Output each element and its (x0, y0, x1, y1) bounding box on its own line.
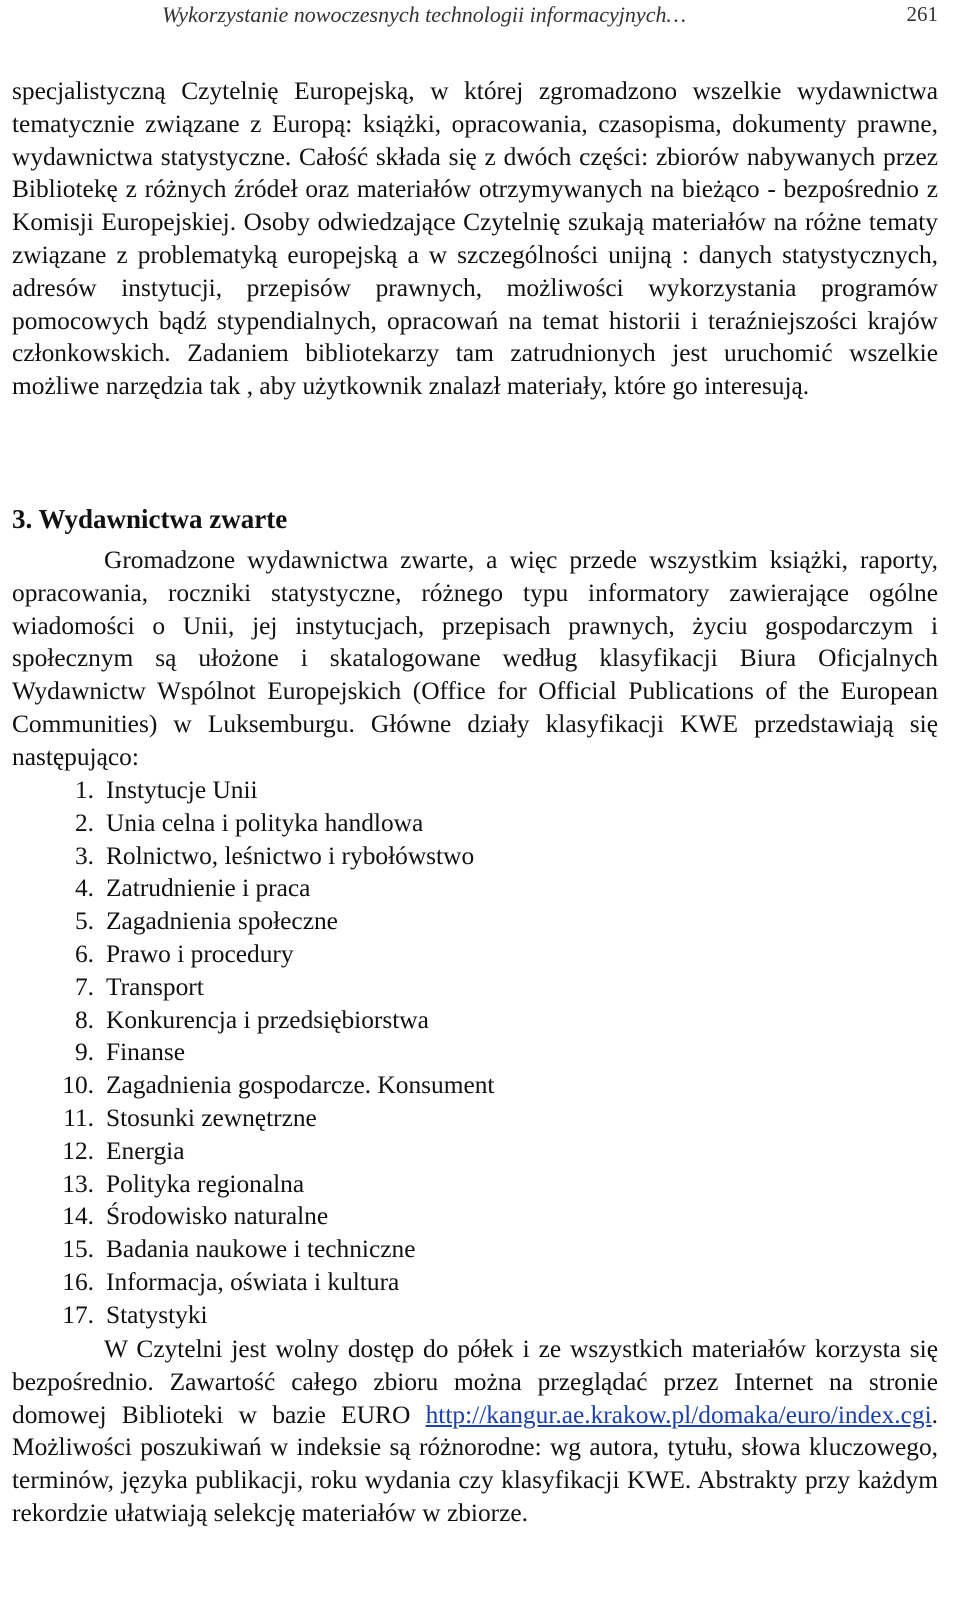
list-item (12, 1299, 938, 1332)
list-item (12, 774, 938, 807)
list-item-number: 6. (74, 939, 94, 968)
list-item (12, 1168, 938, 1201)
list-item (12, 1069, 938, 1102)
list-item (12, 905, 938, 938)
list-item (12, 807, 938, 840)
list-item-label: Statystyki (106, 1300, 208, 1329)
list-item (12, 1004, 938, 1037)
paragraph-dostep-text-1: W Czytelni jest wolny dostęp do półek i ze wszystkich materiałów korzysta się bezpośrednio. Zawartość całego zbioru można przeglądać przez Internet na stronie domowej Biblioteki w bazie EURO (12, 1335, 938, 1429)
list-item (12, 1102, 938, 1135)
list-item-label: Konkurencja i przedsiębiorstwa (106, 1005, 429, 1034)
list-item-number: 13. (62, 1169, 94, 1198)
section-heading: 3. Wydawnictwa zwarte (12, 504, 288, 534)
list-item-number: 5. (74, 907, 94, 936)
list-item (12, 1233, 938, 1266)
paragraph-czytelnia: specjalistyczną Czytelnię Europejską, w której zgromadzono wszelkie wydawnictwa tematycznie związane z Europą: książki, opracowania, czasopisma, dokumenty prawne, wydawnictwa statystyczne. Całość składa się z dwóch części: zbiorów nabywanych przez Bibliotekę z różnych źródeł oraz materiałów otrzymywanych na bieżąco - bezpośrednio z Komisji Europejskiej. Osoby odwiedzające Czytelnię szukają materiałów na różne tematy związane z problematyką europejską a w szczególności unijną : danych statystycznych, adresów instytucji, przepisów prawnych, możliwości wykorzystania programów pomocowych bądź stypendialnych, opracowań na temat historii i teraźniejszości krajów członkowskich. Zadaniem bibliotekarzy tam zatrudnionych jest uruchomić wszelkie możliwe narzędzia tak , aby użytkownik znalazł materiały, które go interesują. (12, 77, 938, 401)
list-item (12, 840, 938, 873)
list-item-label: Energia (106, 1136, 185, 1165)
classification-list (12, 774, 938, 1332)
list-item-number: 2. (74, 808, 94, 837)
list-item-label: Stosunki zewnętrzne (106, 1103, 317, 1132)
list-item-number: 16. (62, 1267, 94, 1296)
list-item-label: Polityka regionalna (106, 1169, 305, 1198)
running-title: Wykorzystanie nowoczesnych technologii informacyjnych… (162, 2, 687, 27)
list-item (12, 1200, 938, 1233)
paragraph-wydawnictwa (12, 544, 938, 774)
list-item-number: 10. (62, 1071, 94, 1100)
paragraph-dostep-text-2: . Możliwości poszukiwań w indeksie są różnorodne: wg autora, tytułu, słowa kluczowego, terminów, języka publikacji, roku wydania czy klasyfikacji KWE. Abstrakty przy każdym rekordzie ułatwiają selekcję materiałów w zbiorze. (12, 1400, 938, 1527)
list-item-number: 7. (74, 972, 94, 1001)
list-item-label: Środowisko naturalne (106, 1202, 329, 1231)
list-item-label: Rolnictwo, leśnictwo i rybołówstwo (106, 841, 475, 870)
list-item-label: Instytucje Unii (106, 776, 258, 804)
list-item-number: 14. (62, 1202, 94, 1231)
list-item-label: Zagadnienia społeczne (106, 907, 338, 936)
list-item (12, 971, 938, 1004)
list-item-label: Finanse (106, 1038, 185, 1067)
list-item-number: 15. (62, 1235, 94, 1264)
list-item (12, 1266, 938, 1299)
list-item-number: 17. (62, 1300, 94, 1329)
document-page (12, 0, 938, 1527)
list-item (12, 1135, 938, 1168)
list-item-number: 11. (63, 1103, 94, 1132)
list-item-label: Zagadnienia gospodarcze. Konsument (106, 1071, 495, 1100)
list-item-number: 8. (74, 1005, 94, 1034)
list-item-number: 12. (62, 1136, 94, 1165)
euro-database-link[interactable]: http://kangur.ae.krakow.pl/domaka/euro/index.cgi (425, 1400, 932, 1429)
list-item (12, 872, 938, 905)
list-item-label: Zatrudnienie i praca (106, 874, 311, 903)
paragraph-dostep (12, 1333, 938, 1530)
running-header (12, 0, 938, 40)
list-item-label: Badania naukowe i techniczne (106, 1235, 416, 1264)
list-item-label: Prawo i procedury (106, 939, 294, 968)
list-item-number: 4. (74, 874, 94, 903)
list-item (12, 938, 938, 971)
list-item-number: 9. (74, 1038, 94, 1067)
list-item-number: 3. (74, 841, 94, 870)
list-item-label: Informacja, oświata i kultura (106, 1267, 400, 1296)
list-item-number: 1. (74, 776, 94, 804)
list-item-label: Transport (106, 972, 204, 1001)
list-item-label: Unia celna i polityka handlowa (106, 808, 424, 837)
paragraph-wydawnictwa-text: Gromadzone wydawnictwa zwarte, a więc przede wszystkim książki, raporty, opracowania, roczniki statystyczne, różnego typu informatory zawierające ogólne wiadomości o Unii, jej instytucjach, przepisach prawnych, życiu gospodarczym i społecznym są ułożone i skatalogowane według klasyfikacji Biura Oficjalnych Wydawnictw Wspólnot Europejskich (Office for Official Publications of the European Communities) w Luksemburgu. Główne działy klasyfikacji KWE przedstawiają się następująco: (12, 546, 938, 771)
list-item (12, 1036, 938, 1069)
page-number: 261 (906, 2, 938, 26)
